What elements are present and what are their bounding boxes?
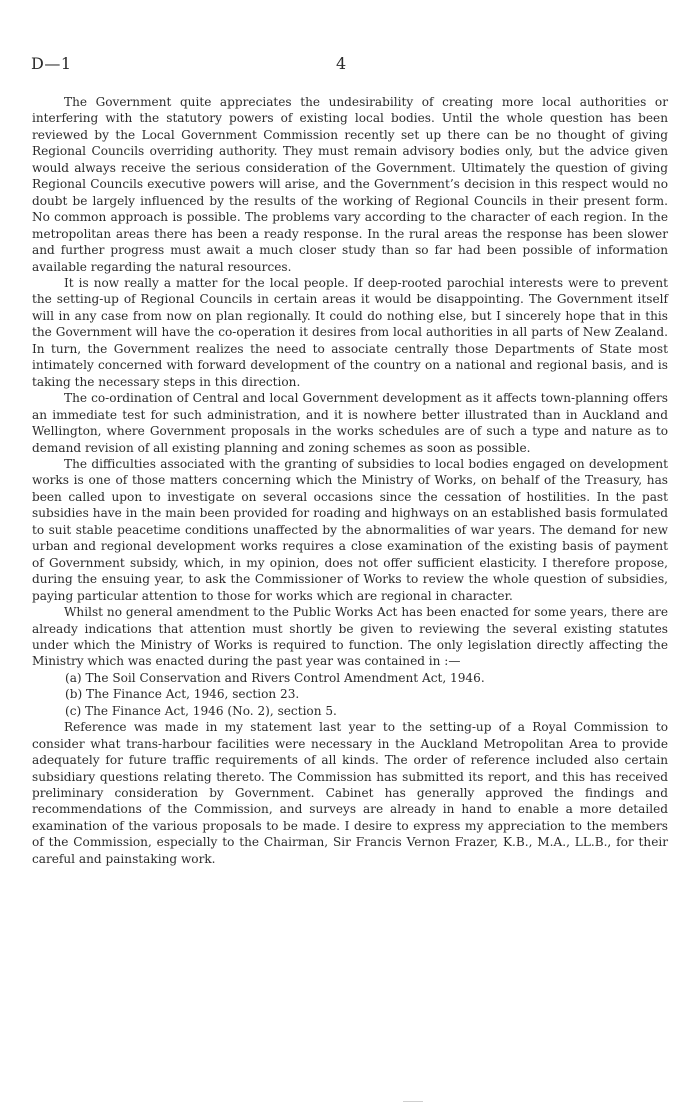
paragraph-regional-councils: The Government quite appreciates the undesirability of creating more local authorities or interfering with the statutory powers of existing local bodies. Until the whole question has been reviewed by the Local Government Commission recently set up there can be no thought of giving Regional Councils overriding authority. They must remain advisory bodies only, but the advice given would always receive the serious consideration of the Government. Ultimately the question of giving Regional Councils executive powers will arise, and the Government’s decision in this respect would no doubt be largely influenced by the results of the working of Regional Councils in their present form. No common approach is possible. The problems vary according to the character of each region. In the metropolitan areas there has been a ready response. In the rural areas the response has been slower and further progress must await a much closer study than so far had been possible of information available regarding the natural resources. — [32, 95, 668, 274]
document-body — [32, 94, 668, 867]
paragraph-subsidies: The difficulties associated with the granting of subsidies to local bodies engaged on development works is one of those matters concerning which the Ministry of Works, on behalf of the Treasury, has been called upon to investigate on several occasions since the cessation of hostilities. In the past subsidies have in the main been provided for roading and highways on an established basis formulated to suit stable peacetime conditions unaffected by the abnormalities of war years. The demand for new urban and regional development works requires a close examination of the existing basis of payment of Government subsidy, which, in my opinion, does not offer sufficient elasticity. I therefore propose, during the ensuing year, to ask the Commissioner of Works to review the whole question of subsidies, paying particular attention to those for works which are regional in character. — [32, 456, 668, 603]
list-item: (a) The Soil Conservation and Rivers Control Amendment Act, 1946. — [65, 670, 485, 685]
paragraph-royal-commission: Reference was made in my statement last year to the setting-up of a Royal Commission to consider what trans-harbour facilities were necessary in the Auckland Metropolitan Area to provide adequately for future traffic requirements of all kinds. The order of reference included also certain subsidiary questions relating thereto. The Commission has submitted its report, and this has received preliminary consideration by Government. Cabinet has generally approved the findings and recommendations of the Commission, and surveys are already in hand to enable a more detailed examination of the various proposals to be made. I desire to express my appreciation to the members of the Commission, especially to the Chairman, Sir Francis Vernon Frazer, K.B., M.A., LL.B., for their careful and painstaking work. — [32, 720, 668, 866]
paragraph-town-planning: The co-ordination of Central and local Government development as it affects town-planning offers an immediate test for such administration, and it is nowhere better illustrated than in Auckland and Wellington, where Government proposals in the works schedules are of such a type and nature as to demand revision of all existing planning and zoning schemes as soon as possible. — [32, 391, 668, 455]
paragraph-local-people: It is now really a matter for the local people. If deep-rooted parochial interests were to prevent the setting-up of Regional Councils in certain areas it would be disappointing. The Government itself will in any case from now on plan regionally. It could do nothing else, but I sincerely hope that in this the Government will have the co-operation it desires from local authorities in all parts of New Zealand. In turn, the Government realizes the need to associate centrally those Departments of State most intimately concerned with forward development of the country on a national and regional basis, and is taking the necessary steps in this direction. — [32, 275, 668, 389]
list-item: (c) The Finance Act, 1946 (No. 2), section 5. — [65, 703, 337, 718]
list-item: (b) The Finance Act, 1946, section 23. — [65, 687, 300, 702]
page-number: 4 — [336, 54, 347, 73]
footer-mark — [403, 1101, 423, 1102]
paragraph-public-works-act: Whilst no general amendment to the Public Works Act has been enacted for some years, there are already indications that attention must shortly be given to reviewing the several existing statutes under which the Ministry of Works is required to function. The only legislation directly affecting the Ministry which was enacted during the past year was contained in :— — [32, 605, 668, 669]
legislation-list — [32, 670, 668, 719]
document-id: D—1 — [31, 54, 72, 73]
page-header — [31, 54, 669, 74]
